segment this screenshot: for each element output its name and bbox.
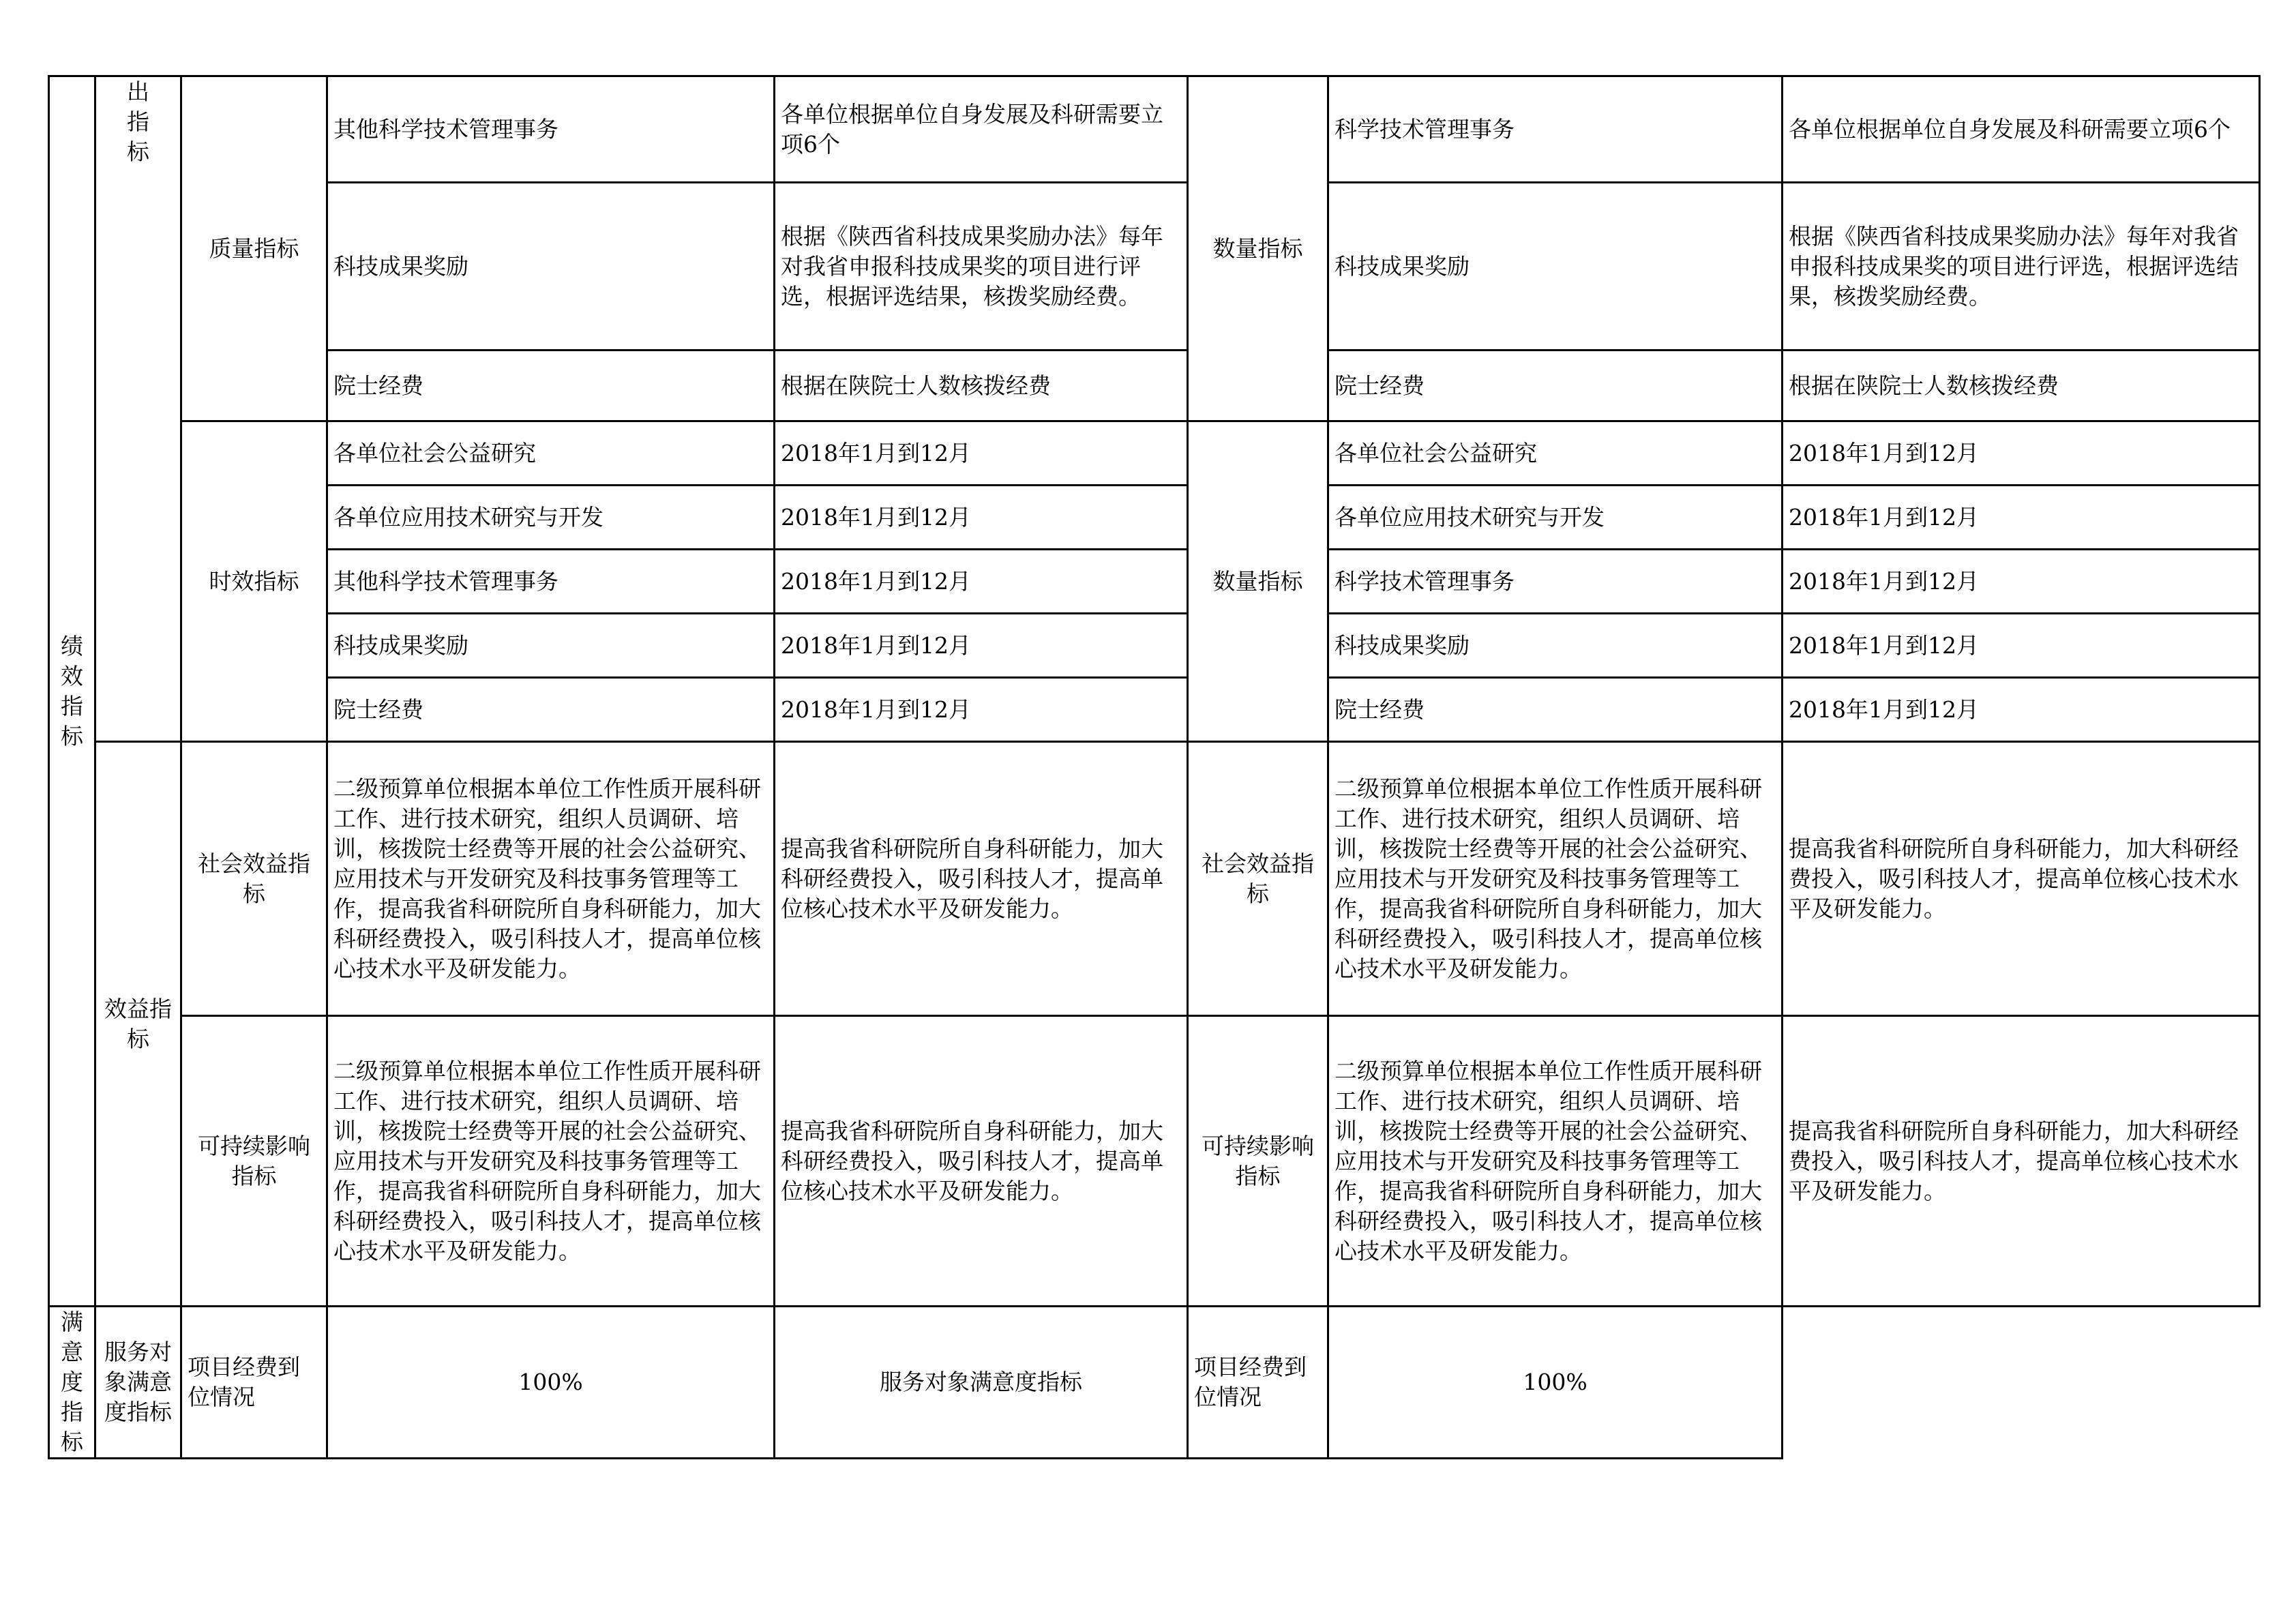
left-category-satisfaction: 服务对象满意度指标 bbox=[95, 1307, 181, 1459]
satisfaction-indicator-header: 满意度指标 bbox=[49, 1307, 95, 1459]
benefit-indicator-header: 效益指标 bbox=[95, 742, 181, 1307]
right-category-quantity: 数量指标 bbox=[1188, 76, 1328, 421]
right-item-name: 科学技术管理事务 bbox=[1328, 550, 1783, 614]
right-item-value: 2018年1月到12月 bbox=[1783, 614, 2260, 678]
left-item-name: 科技成果奖励 bbox=[327, 614, 775, 678]
right-item-value: 提高我省科研院所自身科研能力，加大科研经费投入，吸引科技人才，提高单位核心技术水平及研发能力。 bbox=[1783, 1016, 2260, 1307]
right-item-name: 各单位应用技术研究与开发 bbox=[1328, 486, 1783, 550]
right-item-value: 根据《陕西省科技成果奖励办法》每年对我省申报科技成果奖的项目进行评选，根据评选结果，核拨奖励经费。 bbox=[1783, 183, 2260, 351]
right-item-name: 院士经费 bbox=[1328, 678, 1783, 742]
left-category-sustain: 可持续影响指标 bbox=[181, 1016, 327, 1307]
left-item-value: 根据《陕西省科技成果奖励办法》每年对我省申报科技成果奖的项目进行评选，根据评选结果，核拨奖励经费。 bbox=[775, 183, 1188, 351]
right-item-value: 2018年1月到12月 bbox=[1783, 550, 2260, 614]
right-item-name: 院士经费 bbox=[1328, 351, 1783, 421]
left-item-value: 100% bbox=[327, 1307, 775, 1459]
left-item-value: 提高我省科研院所自身科研能力，加大科研经费投入，吸引科技人才，提高单位核心技术水平及研发能力。 bbox=[775, 1016, 1188, 1307]
left-item-value: 2018年1月到12月 bbox=[775, 614, 1188, 678]
right-item-name: 各单位社会公益研究 bbox=[1328, 421, 1783, 486]
left-item-value: 提高我省科研院所自身科研能力，加大科研经费投入，吸引科技人才，提高单位核心技术水平及研发能力。 bbox=[775, 742, 1188, 1016]
left-item-value: 2018年1月到12月 bbox=[775, 486, 1188, 550]
left-item-value: 2018年1月到12月 bbox=[775, 678, 1188, 742]
right-item-value: 2018年1月到12月 bbox=[1783, 486, 2260, 550]
right-item-value: 2018年1月到12月 bbox=[1783, 678, 2260, 742]
left-category-social: 社会效益指标 bbox=[181, 742, 327, 1016]
left-item-name: 院士经费 bbox=[327, 351, 775, 421]
right-item-value: 提高我省科研院所自身科研能力，加大科研经费投入，吸引科技人才，提高单位核心技术水平及研发能力。 bbox=[1783, 742, 2260, 1016]
right-item-name: 科学技术管理事务 bbox=[1328, 76, 1783, 183]
left-item-name: 项目经费到位情况 bbox=[181, 1307, 327, 1459]
left-item-value: 根据在陕院士人数核拨经费 bbox=[775, 351, 1188, 421]
left-item-name: 院士经费 bbox=[327, 678, 775, 742]
left-item-name: 其他科学技术管理事务 bbox=[327, 76, 775, 183]
left-item-name: 科技成果奖励 bbox=[327, 183, 775, 351]
output-indicator-header: 出指标 bbox=[95, 76, 181, 742]
left-item-name: 二级预算单位根据本单位工作性质开展科研工作、进行技术研究，组织人员调研、培训，核拨院士经费等开展的社会公益研究、应用技术与开发研究及科技事务管理等工作，提高我省科研院所自身科研能力，加大科研经费投入，吸引科技人才，提高单位核心技术水平及研发能力。 bbox=[327, 1016, 775, 1307]
left-item-name: 各单位应用技术研究与开发 bbox=[327, 486, 775, 550]
left-item-value: 2018年1月到12月 bbox=[775, 421, 1188, 486]
left-item-name: 各单位社会公益研究 bbox=[327, 421, 775, 486]
performance-indicator-table bbox=[48, 75, 2261, 1459]
perf-indicator-header: 绩效指标 bbox=[49, 76, 95, 1307]
right-item-name: 二级预算单位根据本单位工作性质开展科研工作、进行技术研究，组织人员调研、培训，核拨院士经费等开展的社会公益研究、应用技术与开发研究及科技事务管理等工作，提高我省科研院所自身科研能力，加大科研经费投入，吸引科技人才，提高单位核心技术水平及研发能力。 bbox=[1328, 742, 1783, 1016]
right-item-name: 科技成果奖励 bbox=[1328, 614, 1783, 678]
left-category-quality: 质量指标 bbox=[181, 76, 327, 421]
left-item-value: 各单位根据单位自身发展及科研需要立项6个 bbox=[775, 76, 1188, 183]
right-item-name: 科技成果奖励 bbox=[1328, 183, 1783, 351]
left-item-name: 二级预算单位根据本单位工作性质开展科研工作、进行技术研究，组织人员调研、培训，核拨院士经费等开展的社会公益研究、应用技术与开发研究及科技事务管理等工作，提高我省科研院所自身科研能力，加大科研经费投入，吸引科技人才，提高单位核心技术水平及研发能力。 bbox=[327, 742, 775, 1016]
right-item-name: 项目经费到位情况 bbox=[1188, 1307, 1328, 1459]
left-item-value: 2018年1月到12月 bbox=[775, 550, 1188, 614]
right-category-quantity: 数量指标 bbox=[1188, 421, 1328, 742]
right-item-value: 2018年1月到12月 bbox=[1783, 421, 2260, 486]
right-item-name: 二级预算单位根据本单位工作性质开展科研工作、进行技术研究，组织人员调研、培训，核拨院士经费等开展的社会公益研究、应用技术与开发研究及科技事务管理等工作，提高我省科研院所自身科研能力，加大科研经费投入，吸引科技人才，提高单位核心技术水平及研发能力。 bbox=[1328, 1016, 1783, 1307]
right-item-value: 100% bbox=[1328, 1307, 1783, 1459]
right-item-value: 各单位根据单位自身发展及科研需要立项6个 bbox=[1783, 76, 2260, 183]
left-category-timeliness: 时效指标 bbox=[181, 421, 327, 742]
right-category-sustain: 可持续影响指标 bbox=[1188, 1016, 1328, 1307]
right-category-satisfaction: 服务对象满意度指标 bbox=[775, 1307, 1188, 1459]
right-category-social: 社会效益指标 bbox=[1188, 742, 1328, 1016]
right-item-value: 根据在陕院士人数核拨经费 bbox=[1783, 351, 2260, 421]
left-item-name: 其他科学技术管理事务 bbox=[327, 550, 775, 614]
